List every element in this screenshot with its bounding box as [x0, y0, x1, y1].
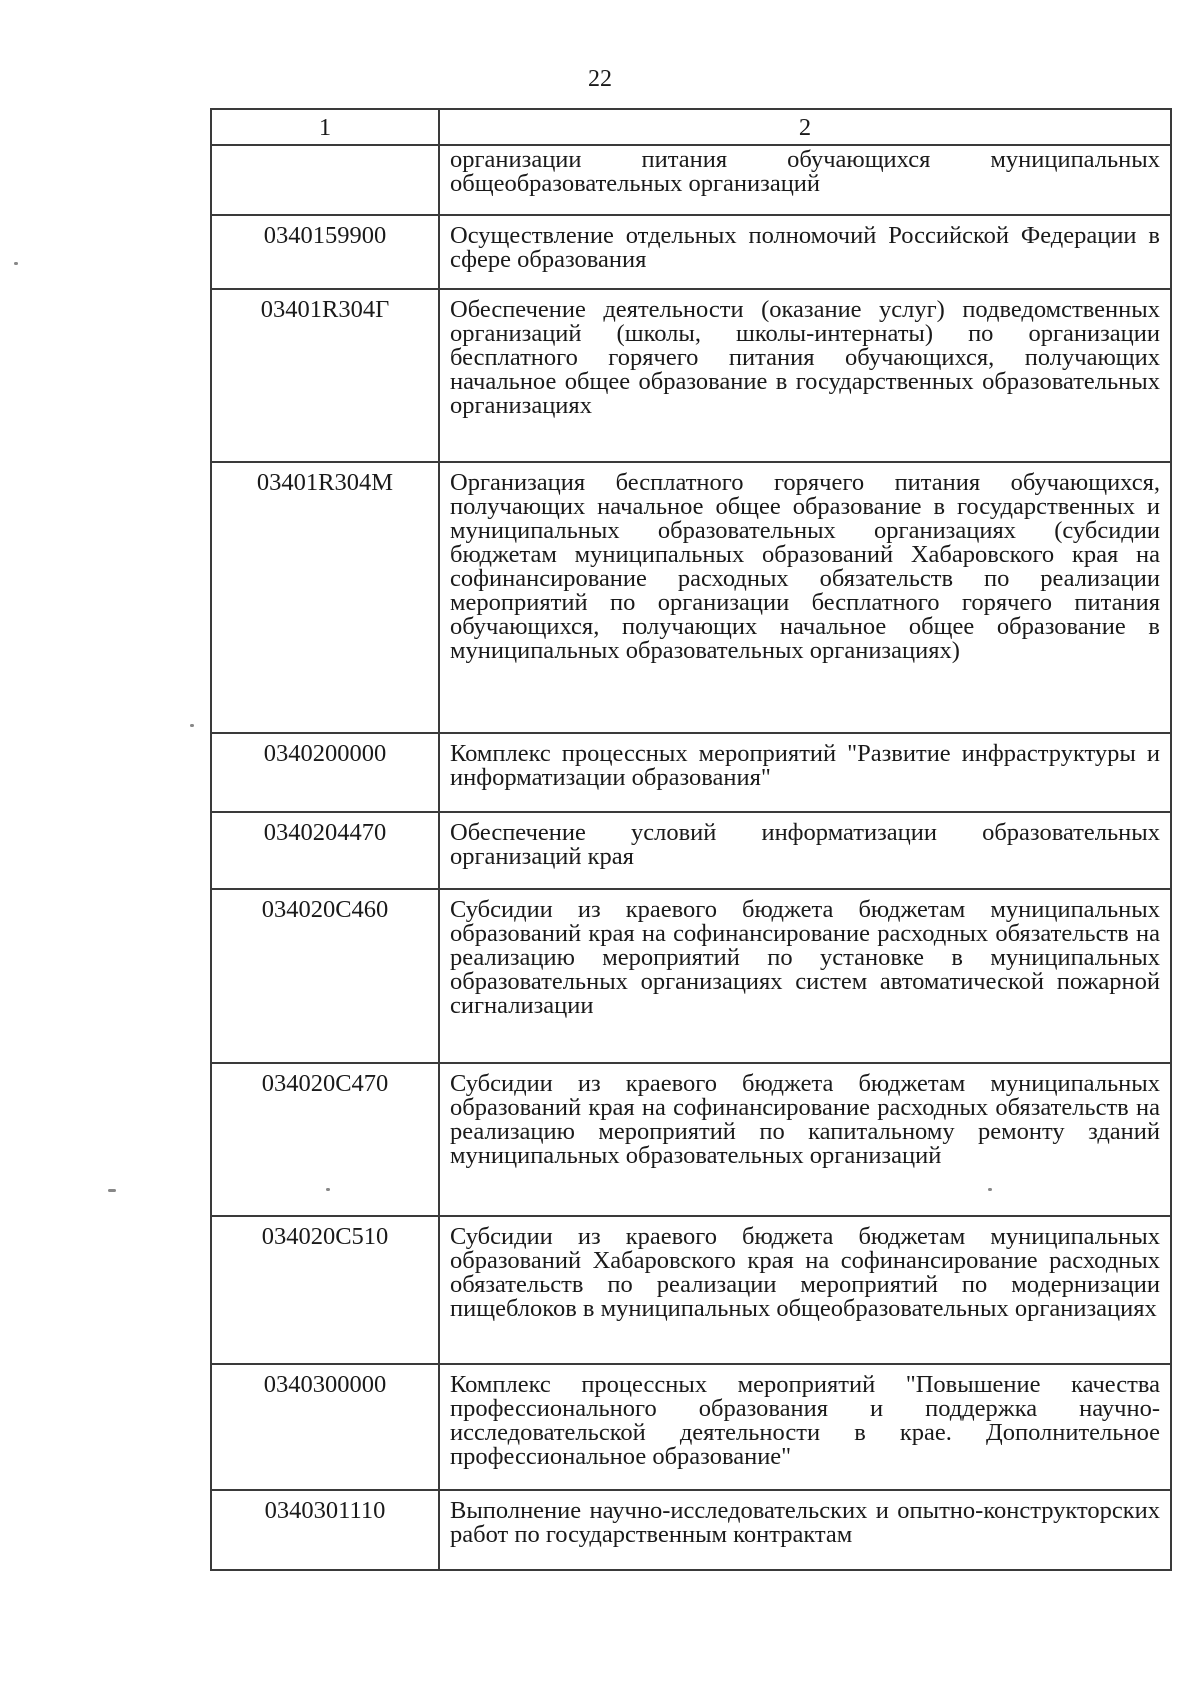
- row-code: 034020C460: [211, 889, 439, 1063]
- page-number: 22: [588, 66, 612, 92]
- scan-speck: [190, 724, 194, 727]
- table-row: [211, 889, 1171, 1063]
- row-code: 0340200000: [211, 733, 439, 812]
- scan-speck: [14, 262, 18, 265]
- table-row: [211, 1063, 1171, 1216]
- row-code: 0340300000: [211, 1364, 439, 1490]
- column-header-1: 1: [211, 109, 439, 145]
- row-description: Комплекс процессных мероприятий "Развитие инфраструктуры и информатизации образования": [439, 733, 1171, 812]
- scan-speck: [988, 1188, 992, 1191]
- table-row: [211, 145, 1171, 215]
- row-code: [211, 145, 439, 215]
- scan-speck: [108, 1189, 116, 1192]
- row-description: Обеспечение условий информатизации образовательных организаций края: [439, 812, 1171, 889]
- row-code: 0340204470: [211, 812, 439, 889]
- row-description: Субсидии из краевого бюджета бюджетам муниципальных образований Хабаровского края на софинансирование расходных обязательств по реализации мероприятий по модернизации пищеблоков в муниципальных общеобразовательных организациях: [439, 1216, 1171, 1364]
- row-code: 0340301110: [211, 1490, 439, 1570]
- table-row: [211, 289, 1171, 462]
- row-description: Осуществление отдельных полномочий Российской Федерации в сфере образования: [439, 215, 1171, 289]
- row-description: Субсидии из краевого бюджета бюджетам муниципальных образований края на софинансирование расходных обязательств на реализацию мероприятий по установке в муниципальных образовательных организациях систем автоматической пожарной сигнализации: [439, 889, 1171, 1063]
- table-row: [211, 215, 1171, 289]
- budget-codes-table: [210, 108, 1172, 1571]
- row-code: 034020C510: [211, 1216, 439, 1364]
- table-row: [211, 462, 1171, 733]
- row-description: Выполнение научно-исследовательских и опытно-конструкторских работ по государственным контрактам: [439, 1490, 1171, 1570]
- row-description: Комплекс процессных мероприятий "Повышение качества профессионального образования и поддержка научно-исследовательской деятельности в крае. Дополнительное профессиональное образование": [439, 1364, 1171, 1490]
- table-row: [211, 733, 1171, 812]
- row-description: организации питания обучающихся муниципальных общеобразовательных организаций: [439, 145, 1171, 215]
- row-code: 034020C470: [211, 1063, 439, 1216]
- row-code: 0340159900: [211, 215, 439, 289]
- table-row: [211, 1216, 1171, 1364]
- row-description: Обеспечение деятельности (оказание услуг) подведомственных организаций (школы, школы-интернаты) по организации бесплатного горячего питания обучающихся, получающих начальное общее образование в государственных образовательных организациях: [439, 289, 1171, 462]
- table-header-row: [211, 109, 1171, 145]
- row-code: 03401R304Г: [211, 289, 439, 462]
- scan-speck: [326, 1188, 330, 1191]
- table-row: [211, 1490, 1171, 1570]
- row-description: Субсидии из краевого бюджета бюджетам муниципальных образований края на софинансирование расходных обязательств на реализацию мероприятий по капитальному ремонту зданий муниципальных образовательных организаций: [439, 1063, 1171, 1216]
- row-code: 03401R304M: [211, 462, 439, 733]
- table-row: [211, 812, 1171, 889]
- column-header-2: 2: [439, 109, 1171, 145]
- row-description: Организация бесплатного горячего питания обучающихся, получающих начальное общее образование в государственных и муниципальных образовательных организациях (субсидии бюджетам муниципальных образований Хабаровского края на софинансирование расходных обязательств по реализации мероприятий по организации бесплатного горячего питания обучающихся, получающих начальное общее образование в муниципальных образовательных организациях): [439, 462, 1171, 733]
- table-row: [211, 1364, 1171, 1490]
